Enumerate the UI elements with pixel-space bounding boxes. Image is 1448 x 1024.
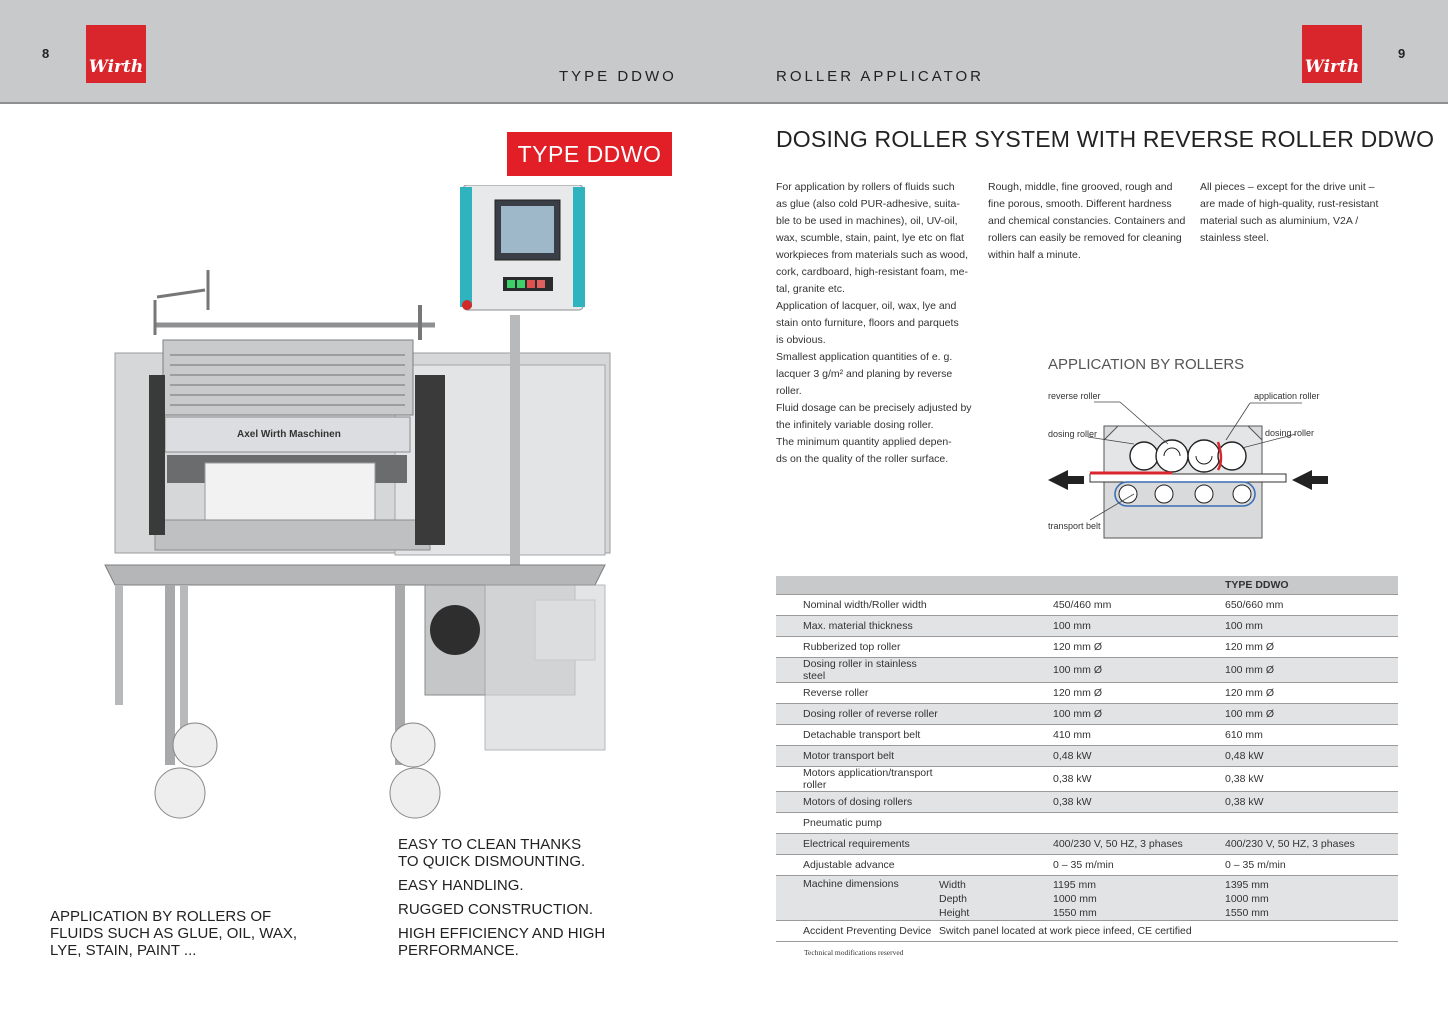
label-transport-belt: transport belt: [1048, 521, 1101, 531]
roller-diagram: [1040, 382, 1340, 542]
right-page-number: 9: [1398, 46, 1406, 61]
table-row: Motors application/transport roller 0,38 kW 0,38 kW: [776, 767, 1398, 792]
text-column-1: For application by rollers of fluids such as glue (also cold PUR-adhesive, suita- ble to be used in machines), oil, UV-oil, wax, scumble, stain, paint, lye etc on flat workpieces from materials such as wood, cork, cardboard, high-resistant foam, me- tal, granite etc. Application of lacquer, oil, wax, lye and stain onto furniture, floors and parquets is obvious. Smallest application quantities of e. g. lacquer 3 g/m² and planing by reverse roller. Fluid dosage can be precisely adjusted by the infinitely variable dosing roller. The minimum quantity applied depen- ds on the quality of the roller surface.: [776, 181, 972, 465]
benefits-list: [398, 836, 605, 966]
table-row: Dosing roller of reverse roller 100 mm Ø 100 mm Ø: [776, 704, 1398, 725]
table-row: Nominal width/Roller width 450/460 mm 650/660 mm: [776, 595, 1398, 616]
footnote: Technical modifications reserved: [804, 948, 904, 957]
wirth-logo-right: Wirth: [1302, 25, 1362, 83]
machine-label: Axel Wirth Maschinen: [237, 429, 341, 440]
benefit-item: RUGGED CONSTRUCTION.: [398, 901, 593, 918]
table-row: Motors of dosing rollers 0,38 kW 0,38 kW: [776, 792, 1398, 813]
table-row: Detachable transport belt 410 mm 610 mm: [776, 725, 1398, 746]
left-caption: APPLICATION BY ROLLERS OF FLUIDS SUCH AS GLUE, OIL, WAX, LYE, STAIN, PAINT ...: [50, 908, 298, 959]
label-dosing-roller-left: dosing roller: [1048, 429, 1098, 439]
header-bar: [0, 0, 1448, 104]
right-header-title: ROLLER APPLICATOR: [776, 68, 985, 85]
benefit-item: HIGH EFFICIENCY AND HIGH PERFORMANCE.: [398, 925, 606, 959]
spec-table: [776, 576, 1398, 942]
table-row-dimensions: Machine dimensions Width Depth Height 1195 mm 1000 mm 1550 mm 1395 mm 1000 mm 1550 mm: [776, 876, 1398, 921]
table-header-row: TYPE DDWO: [776, 576, 1398, 595]
table-row: Rubberized top roller 120 mm Ø 120 mm Ø: [776, 637, 1398, 658]
label-reverse-roller: reverse roller: [1048, 391, 1101, 401]
table-row-safety: Accident Preventing Device Switch panel located at work piece infeed, CE certified: [776, 921, 1398, 942]
table-row: Max. material thickness 100 mm 100 mm: [776, 616, 1398, 637]
table-row: Motor transport belt 0,48 kW 0,48 kW: [776, 746, 1398, 767]
table-row: Adjustable advance 0 – 35 m/min 0 – 35 m/min: [776, 855, 1398, 876]
machine-photo: [95, 185, 615, 830]
table-row: Electrical requirements 400/230 V, 50 HZ, 3 phases 400/230 V, 50 HZ, 3 phases: [776, 834, 1398, 855]
diagram-title: APPLICATION BY ROLLERS: [1048, 356, 1245, 373]
left-page-number: 8: [42, 46, 50, 61]
left-header-title: TYPE DDWO: [559, 68, 677, 85]
page-title: DOSING ROLLER SYSTEM WITH REVERSE ROLLER DDWO: [776, 126, 1435, 152]
type-badge: TYPE DDWO: [507, 132, 672, 176]
table-row: Dosing roller in stainless steel 100 mm Ø 100 mm Ø: [776, 658, 1398, 683]
benefit-item: EASY HANDLING.: [398, 877, 524, 894]
benefit-item: EASY TO CLEAN THANKS TO QUICK DISMOUNTING.: [398, 836, 586, 870]
table-row: Reverse roller 120 mm Ø 120 mm Ø: [776, 683, 1398, 704]
table-row: Pneumatic pump: [776, 813, 1398, 834]
text-column-3: All pieces – except for the drive unit – are made of high-quality, rust-resistant material such as aluminium, V2A / stainless steel.: [1200, 181, 1379, 244]
label-dosing-roller-right: dosing roller: [1265, 428, 1315, 438]
label-application-roller: application roller: [1254, 391, 1320, 401]
wirth-logo-left: Wirth: [86, 25, 146, 83]
text-column-2: Rough, middle, fine grooved, rough and fine porous, smooth. Different hardness and chemical constancies. Containers and rollers can easily be removed for cleaning within half a minute.: [988, 181, 1186, 261]
